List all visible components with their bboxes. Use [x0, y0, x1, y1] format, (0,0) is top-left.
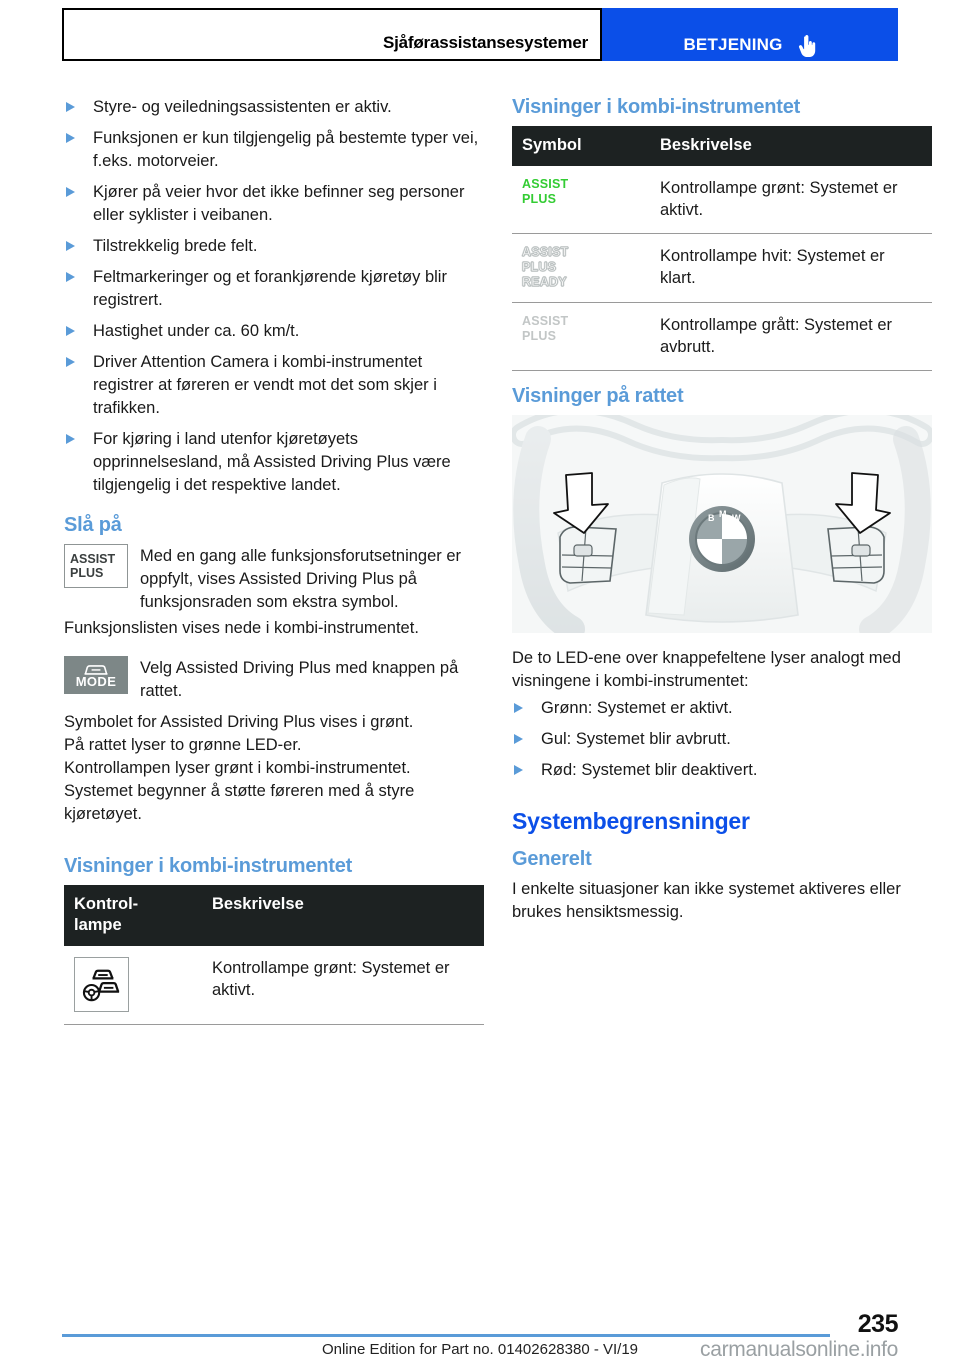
list-item — [64, 181, 484, 227]
left-column — [64, 96, 484, 1039]
svg-text:B: B — [708, 513, 715, 523]
table-row — [512, 303, 932, 371]
assist-plus-symbol-row — [64, 544, 484, 614]
triangle-bullet-icon — [514, 765, 523, 775]
heading-symbol-table: Visninger i kombi-instrumentet — [512, 96, 801, 118]
list-item-text: Kjører på veier hvor det ikke befinner seg personer eller syklister i veibanen. — [93, 183, 465, 224]
turn-on-paragraph-1: Symbolet for Assisted Driving Plus vises i grønt. — [64, 713, 414, 731]
table-row — [64, 946, 484, 1025]
conditions-bullet-list — [64, 96, 484, 497]
led-bullet-list — [512, 697, 932, 782]
mode-button[interactable] — [64, 656, 128, 694]
triangle-bullet-icon — [66, 357, 75, 367]
list-item-text: For kjøring i land utenfor kjøretøyets opprinnelsesland, må Assisted Driving Plus være tilgjengelig i det respektive landet. — [93, 430, 451, 494]
list-item-text: Styre- og veiledningsassistenten er aktiv. — [93, 98, 392, 116]
list-item — [512, 697, 932, 720]
symbol-cell-interrupted — [512, 303, 650, 371]
triangle-bullet-icon — [66, 187, 75, 197]
triangle-bullet-icon — [66, 133, 75, 143]
symbol-table — [512, 126, 932, 371]
footer-divider — [62, 1334, 830, 1337]
chapter-label: BETJENING — [683, 35, 783, 54]
triangle-bullet-icon — [66, 434, 75, 444]
list-item — [64, 127, 484, 173]
page-number: 235 — [857, 1310, 898, 1338]
column-header-lamp-line2: lampe — [74, 916, 122, 934]
svg-text:M: M — [719, 509, 727, 519]
heading-system-limits: Systembegrensninger — [512, 808, 750, 834]
symbol-description-cell: Kontrollampe grønt: Systemet er aktivt. — [650, 166, 932, 234]
svg-text:W: W — [732, 513, 741, 523]
mode-button-label: MODE — [75, 673, 117, 689]
list-item-text: Hastighet under ca. 60 km/t. — [93, 322, 300, 340]
list-item — [512, 728, 932, 751]
assist-plus-grey-symbol — [522, 314, 640, 344]
triangle-bullet-icon — [66, 102, 75, 112]
control-lamp-table — [64, 885, 484, 1025]
turn-on-paragraph-4: Systemet begynner å støtte føreren med å styre kjøretøyet. — [64, 782, 415, 823]
list-item — [512, 759, 932, 782]
symbol-line: ASSIST — [522, 314, 569, 328]
mode-button-description: Velg Assisted Driving Plus med knappen på rattet. — [140, 659, 459, 700]
column-header-description: Beskrivelse — [202, 885, 484, 946]
column-header-lamp-line1: Kontrol- — [74, 895, 139, 913]
header-chapter-box — [602, 8, 898, 61]
list-item-text: Funksjonen er kun tilgjengelig på bestemte typer vei, f.eks. motorveier. — [93, 129, 479, 170]
table-row — [512, 166, 932, 234]
list-item-text: Gul: Systemet blir avbrutt. — [541, 730, 731, 748]
list-item-text: Rød: Systemet blir deaktivert. — [541, 761, 758, 779]
list-item — [64, 351, 484, 420]
list-item-text: Tilstrekkelig brede felt. — [93, 237, 258, 255]
symbol-line: PLUS — [522, 329, 557, 343]
triangle-bullet-icon — [514, 734, 523, 744]
symbol-line: PLUS — [522, 192, 557, 206]
list-item — [64, 266, 484, 312]
list-item — [64, 320, 484, 343]
table-header-row — [64, 885, 484, 946]
triangle-bullet-icon — [514, 703, 523, 713]
column-header-lamp — [64, 885, 202, 946]
heading-turn-on: Slå på — [64, 514, 122, 536]
page-footer — [62, 1310, 898, 1360]
column-header-symbol: Symbol — [512, 126, 650, 166]
list-item — [64, 96, 484, 119]
list-item — [64, 428, 484, 497]
general-text: I enkelte situasjoner kan ikke systemet aktiveres eller brukes hensiktsmessig. — [512, 880, 901, 921]
list-item-text: Driver Attention Camera i kombi-instrumentet registrer at føreren er vendt mot det som skjer i trafikken. — [93, 353, 437, 417]
led-intro-text: De to LED-ene over knappefeltene lyser analogt med visningene i kombi-instrumentet: — [512, 649, 901, 690]
symbol-description-cell: Kontrollampe grått: Systemet er avbrutt. — [650, 303, 932, 371]
symbol-cell-ready — [512, 234, 650, 303]
assist-plus-ready-symbol — [522, 245, 640, 290]
list-item — [64, 235, 484, 258]
symbol-line: ASSIST — [522, 245, 569, 259]
triangle-bullet-icon — [66, 326, 75, 336]
table-header-row — [512, 126, 932, 166]
assist-plus-symbol-box — [64, 544, 128, 588]
heading-lamp-table: Visninger i kombi-instrumentet — [64, 855, 353, 877]
mode-button-row — [64, 656, 484, 703]
triangle-bullet-icon — [66, 272, 75, 282]
edition-text: Online Edition for Part no. 01402628380 - VI/19 — [321, 1341, 639, 1358]
symbol-description-cell: Kontrollampe hvit: Systemet er klart. — [650, 234, 932, 303]
steering-wheel-illustration — [512, 415, 932, 633]
triangle-bullet-icon — [66, 241, 75, 251]
list-item-text: Grønn: Systemet er aktivt. — [541, 699, 733, 717]
function-list-text: Funksjonslisten vises nede i kombi-instrumentet. — [64, 619, 419, 637]
list-item-text: Feltmarkeringer og et forankjørende kjøretøy blir registrert. — [93, 268, 447, 309]
page-header — [62, 8, 898, 61]
symbol-cell-active — [512, 166, 650, 234]
lamp-description-cell: Kontrollampe grønt: Systemet er aktivt. — [202, 946, 484, 1025]
symbol-line: PLUS — [522, 260, 557, 274]
assist-plus-green-symbol — [522, 177, 640, 207]
heading-wheel-section: Visninger på rattet — [512, 385, 684, 407]
two-cars-steering-wheel-icon — [74, 957, 129, 1012]
heading-general: Generelt — [512, 848, 592, 870]
assist-symbol-line1: ASSIST — [70, 552, 116, 566]
symbol-line: ASSIST — [522, 177, 569, 191]
turn-on-paragraph-2: På rattet lyser to grønne LED-er. — [64, 736, 302, 754]
right-column — [512, 96, 932, 924]
pointing-hand-icon — [797, 35, 817, 57]
turn-on-paragraph-3: Kontrollampen lyser grønt i kombi-instrumentet. — [64, 759, 411, 777]
lamp-icon-cell — [64, 946, 202, 1025]
table-row — [512, 234, 932, 303]
watermark: carmanualsonline.info — [700, 1338, 898, 1361]
column-header-description: Beskrivelse — [650, 126, 932, 166]
symbol-line: READY — [522, 275, 567, 289]
assist-symbol-line2: PLUS — [70, 566, 104, 580]
section-title: Sjåførassistansesystemer — [383, 33, 588, 52]
assist-plus-description: Med en gang alle funksjonsforutsetninger er oppfylt, vises Assisted Driving Plus på funksjonsraden som ekstra symbol. — [140, 547, 462, 611]
header-section-box — [62, 8, 602, 61]
